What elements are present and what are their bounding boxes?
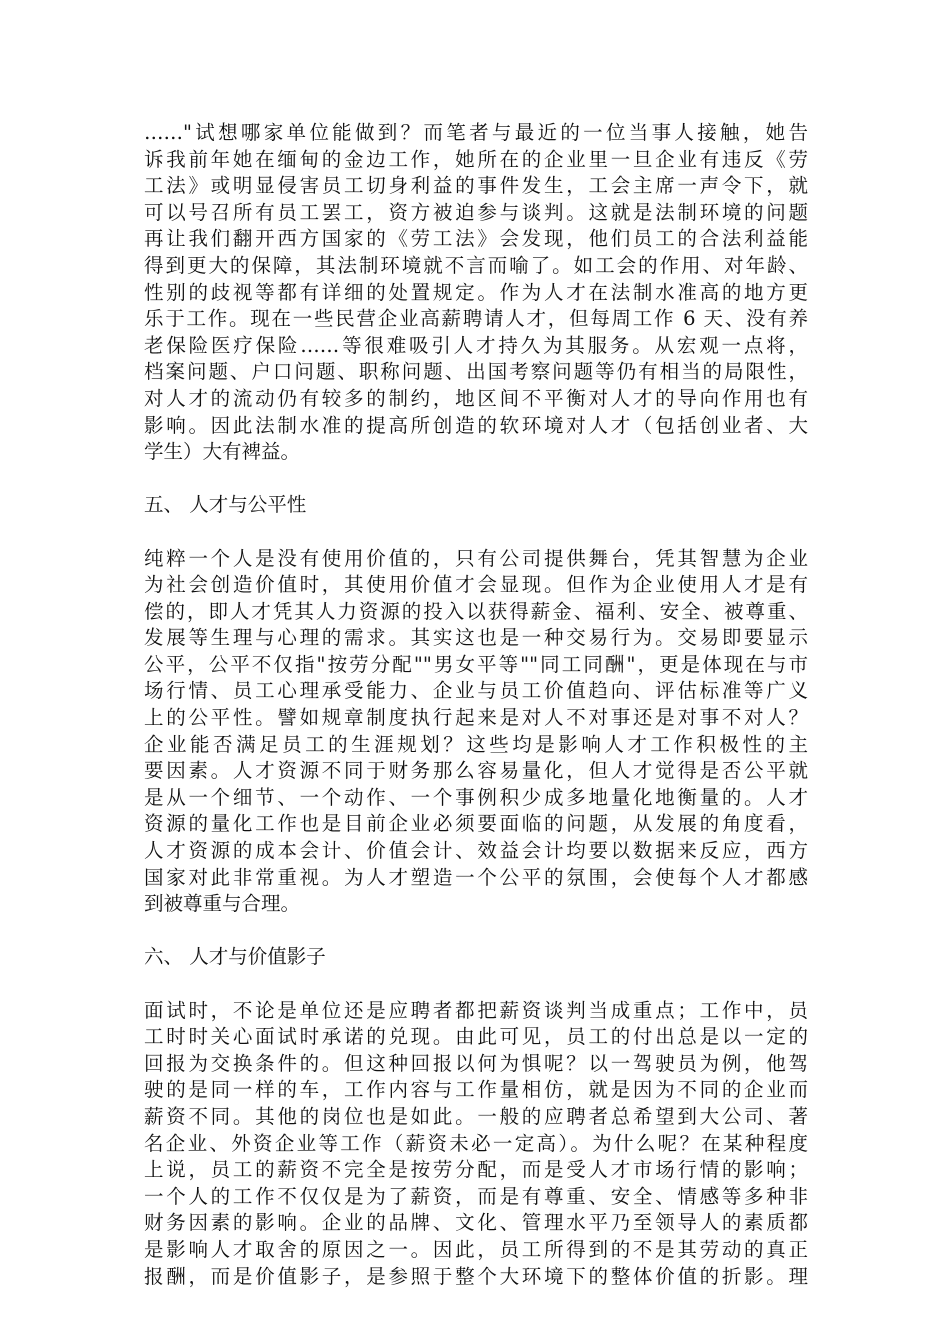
text-line: 得到更大的保障，其法制环境就不言而喻了。如工会的作用、对年龄、: [144, 253, 808, 277]
text-line: 人才资源的成本会计、价值会计、效益会计均要以数据来反应，西方: [144, 839, 808, 863]
paragraph-gap: [144, 971, 808, 998]
text-line: 资源的量化工作也是目前企业必须要面临的问题，从发展的角度看，: [144, 812, 808, 836]
text-line: 可以号召所有员工罢工，资方被迫参与谈判。这就是法制环境的问题: [144, 200, 808, 224]
text-line: 上说，员工的薪资不完全是按劳分配，而是受人才市场行情的影响；: [144, 1158, 808, 1182]
paragraph-value-shadow: [144, 998, 808, 1291]
text-line: 场行情、员工心理承受能力、企业与员工价值趋向、评估标准等广义: [144, 679, 808, 703]
document-body: [144, 120, 808, 1290]
text-line: 到被尊重与合理。: [144, 892, 301, 916]
text-line: 企业能否满足员工的生涯规划？这些均是影响人才工作积极性的主: [144, 732, 808, 756]
paragraph-gap: [144, 466, 808, 493]
paragraph-legal-environment: [144, 120, 808, 466]
text-line: ……"试想哪家单位能做到？而笔者与最近的一位当事人接触，她告: [144, 121, 808, 144]
section-heading-fairness: 五、 人才与公平性: [144, 493, 307, 517]
text-line: 偿的，即人才凭其人力资源的投入以获得薪金、福利、安全、被尊重、: [144, 599, 808, 623]
paragraph-gap: [144, 918, 808, 945]
text-line: 乐于工作。现在一些民营企业高薪聘请人才，但每周工作 6 天、没有养: [144, 307, 808, 331]
text-line: 再让我们翻开西方国家的《劳工法》会发现，他们员工的合法利益能: [144, 227, 808, 251]
text-line: 财务因素的影响。企业的品牌、文化、管理水平乃至领导人的素质都: [144, 1211, 808, 1235]
text-line: 工法》或明显侵害员工切身利益的事件发生，工会主席一声令下，就: [144, 174, 808, 198]
text-line: 工时时关心面试时承诺的兑现。由此可见，员工的付出总是以一定的: [144, 1025, 808, 1049]
text-line: 纯粹一个人是没有使用价值的，只有公司提供舞台，凭其智慧为企业: [144, 546, 808, 570]
text-line: 发展等生理与心理的需求。其实这也是一种交易行为。交易即要显示: [144, 626, 808, 650]
paragraph-gap: [144, 519, 808, 546]
text-line: 驶的是同一样的车，工作内容与工作量相仿，就是因为不同的企业而: [144, 1078, 808, 1102]
text-line: 上的公平性。譬如规章制度执行起来是对人不对事还是对事不对人？: [144, 706, 808, 730]
text-line: 要因素。人才资源不同于财务那么容易量化，但人才觉得是否公平就: [144, 759, 808, 783]
text-line: 老保险医疗保险……等很难吸引人才持久为其服务。从宏观一点将，: [144, 333, 808, 357]
section-heading-value-shadow: 六、 人才与价值影子: [144, 945, 326, 969]
text-line: 薪资不同。其他的岗位也是如此。一般的应聘者总希望到大公司、著: [144, 1104, 808, 1128]
text-line: 档案问题、户口问题、职称问题、出国考察问题等仍有相当的局限性，: [144, 360, 808, 384]
text-line: 是从一个细节、一个动作、一个事例积少成多地量化地衡量的。人才: [144, 785, 808, 809]
text-line: 国家对此非常重视。为人才塑造一个公平的氛围，会使每个人才都感: [144, 865, 808, 889]
text-line: 性别的歧视等都有详细的处置规定。作为人才在法制水准高的地方更: [144, 280, 808, 304]
text-line: 是影响人才取舍的原因之一。因此，员工所得到的不是其劳动的真正: [144, 1237, 808, 1261]
text-line: 诉我前年她在缅甸的金边工作，她所在的企业里一旦企业有违反《劳: [144, 147, 808, 171]
text-line: 学生）大有裨益。: [144, 440, 301, 464]
text-line: 影响。因此法制水准的提高所创造的软环境对人才（包括创业者、大: [144, 413, 808, 437]
paragraph-fairness: [144, 546, 808, 918]
text-line: 一个人的工作不仅仅是为了薪资，而是有尊重、安全、情感等多种非: [144, 1184, 808, 1208]
text-line: 公平，公平不仅指"按劳分配""男女平等""同工同酬"，更是体现在与市: [144, 652, 808, 676]
text-line: 名企业、外资企业等工作（薪资未必一定高）。为什么呢？在某种程度: [144, 1131, 808, 1155]
text-line: 报酬，而是价值影子，是参照于整个大环境下的整体价值的折影。理: [144, 1264, 808, 1288]
text-line: 回报为交换条件的。但这种回报以何为惧呢？以一驾驶员为例，他驾: [144, 1051, 808, 1075]
text-line: 为社会创造价值时，其使用价值才会显现。但作为企业使用人才是有: [144, 573, 808, 597]
text-line: 面试时，不论是单位还是应聘者都把薪资谈判当成重点；工作中，员: [144, 998, 808, 1022]
text-line: 对人才的流动仍有较多的制约，地区间不平衡对人才的导向作用也有: [144, 386, 808, 410]
